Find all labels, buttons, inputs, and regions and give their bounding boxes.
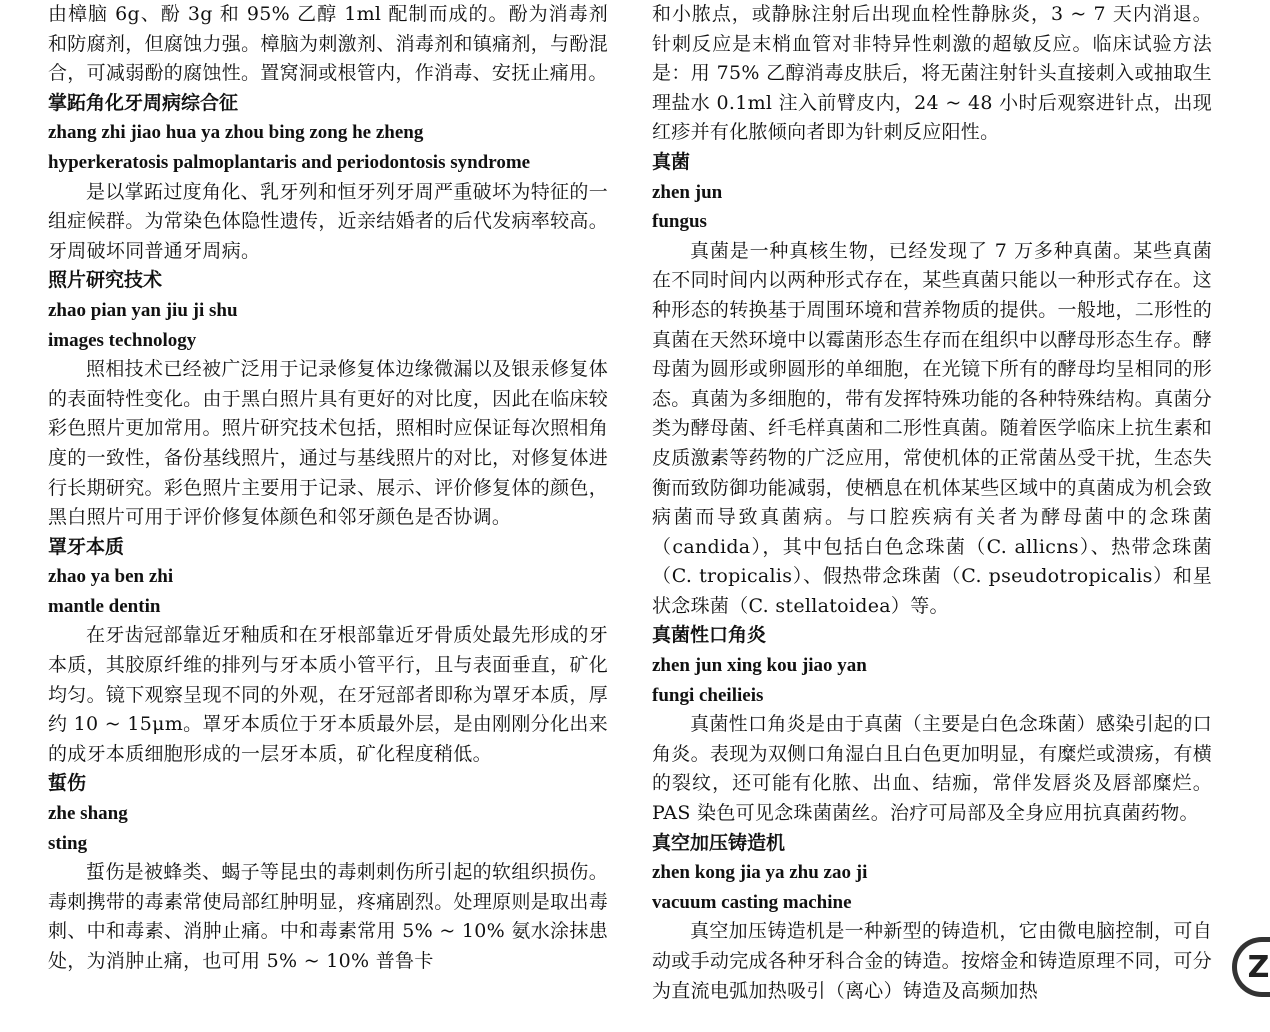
entry-heading: 真菌性口角炎 bbox=[652, 624, 767, 647]
entry-sting bbox=[48, 769, 608, 976]
entry-english: fungi cheilieis bbox=[652, 684, 764, 706]
entry-pinyin: zhang zhi jiao hua ya zhou bing zong he zheng bbox=[48, 122, 424, 144]
entry-pinyin: zhen kong jia ya zhu zao ji bbox=[652, 862, 868, 884]
entry-mantle-dentin bbox=[48, 533, 608, 770]
entry-pinyin: zhen jun xing kou jiao yan bbox=[652, 655, 867, 677]
entry-body: 真菌性口角炎是由于真菌（主要是白色念珠菌）感染引起的口角炎。表现为双侧口角湿白且白色更加明显，有糜烂或溃疡，有横的裂纹，还可能有化脓、出血、结痂，常伴发唇炎及唇部糜烂。PAS 染色可见念珠菌菌丝。治疗可局部及全身应用抗真菌药物。 bbox=[652, 713, 1212, 825]
right-column bbox=[652, 0, 1212, 1006]
entry-english: hyperkeratosis palmoplantaris and periodontosis syndrome bbox=[48, 151, 531, 173]
entry-heading: 蜇伤 bbox=[48, 772, 87, 795]
entry-body: 照相技术已经被广泛用于记录修复体边缘微漏以及银汞修复体的表面特性变化。由于黑白照片具有更好的对比度，因此在临床较彩色照片更加常用。照片研究技术包括，照相时应保证每次照相角度的一致性，备份基线照片，通过与基线照片的对比，对修复体进行长期研究。彩色照片主要用于记录、展示、评价修复体的颜色，黑白照片可用于评价修复体颜色和邻牙颜色是否协调。 bbox=[48, 358, 608, 529]
entry-fungus bbox=[652, 148, 1212, 622]
entry-pinyin: zhao pian yan jiu ji shu bbox=[48, 299, 238, 321]
continued-paragraph: 由樟脑 6g、酚 3g 和 95% 乙醇 1ml 配制而成的。酚为消毒剂和防腐剂，但腐蚀力强。樟脑为刺激剂、消毒剂和镇痛剂，与酚混合，可减弱酚的腐蚀性。置窝洞或根管内，作消毒、安抚止痛用。 bbox=[48, 3, 608, 85]
section-letter-tab: Z bbox=[1232, 937, 1270, 997]
entry-english: fungus bbox=[652, 211, 707, 233]
entry-body: 是以掌跖过度角化、乳牙列和恒牙列牙周严重破坏为特征的一组症候群。为常染色体隐性遗传，近亲结婚者的后代发病率较高。牙周破坏同普通牙周病。 bbox=[48, 180, 608, 262]
entry-pinyin: zhe shang bbox=[48, 803, 128, 825]
continued-paragraph: 和小脓点，或静脉注射后出现血栓性静脉炎，3 ~ 7 天内消退。针刺反应是末梢血管对非特异性刺激的超敏反应。临床试验方法是：用 75% 乙醇消毒皮肤后，将无菌注射针头直接刺入或抽取生理盐水 0.1ml 注入前臂皮内，24 ~ 48 小时后观察进针点，出现红疹并有化脓倾向者即为针刺反应阳性。 bbox=[652, 3, 1212, 144]
entry-english: images technology bbox=[48, 329, 197, 351]
entry-english: sting bbox=[48, 832, 88, 854]
entry-pinyin: zhao ya ben zhi bbox=[48, 566, 174, 588]
entry-pinyin: zhen jun bbox=[652, 181, 723, 203]
entry-vacuum-casting bbox=[652, 829, 1212, 1007]
entry-english: mantle dentin bbox=[48, 595, 161, 617]
entry-images-technology bbox=[48, 266, 608, 532]
entry-palmoplantar bbox=[48, 89, 608, 267]
entry-body: 蜇伤是被蜂类、蝎子等昆虫的毒刺刺伤所引起的软组织损伤。毒刺携带的毒素常使局部红肿明显，疼痛剧烈。处理原则是取出毒刺、中和毒素、消肿止痛。中和毒素常用 5% ~ 10% 氨水涂抹患处，为消肿止痛，也可用 5% ~ 10% 普鲁卡 bbox=[48, 861, 608, 972]
entry-body: 真空加压铸造机是一种新型的铸造机，它由微电脑控制，可自动或手动完成各种牙科合金的铸造。按熔金和铸造原理不同，可分为直流电弧加热吸引（离心）铸造及高频加热 bbox=[652, 920, 1212, 1002]
entry-body: 在牙齿冠部靠近牙釉质和在牙根部靠近牙骨质处最先形成的牙本质，其胶原纤维的排列与牙本质小管平行，且与表面垂直，矿化均匀。镜下观察呈现不同的外观，在牙冠部者即称为罩牙本质，厚约 10 ~ 15μm。罩牙本质位于牙本质最外层，是由刚刚分化出来的成牙本质细胞形成的一层牙本质，矿化程度稍低。 bbox=[48, 624, 608, 765]
entry-body: 真菌是一种真核生物，已经发现了 7 万多种真菌。某些真菌在不同时间内以两种形式存在，某些真菌只能以一种形式存在。这种形态的转换基于周围环境和营养物质的提供。一般地，二形性的真菌在天然环境中以霉菌形态生存而在组织中以酵母形态生存。酵母菌为圆形或卵圆形的单细胞，在光镜下所有的酵母均呈相同的形态。真菌为多细胞的，带有发挥特殊功能的各种特殊结构。真菌分类为酵母菌、纤毛样真菌和二形性真菌。随着医学临床上抗生素和皮质激素等药物的广泛应用，常使机体的正常菌丛受干扰，生态失衡而致防御功能减弱，使栖息在机体某些区域中的真菌成为机会致病菌而导致真菌病。与口腔疾病有关者为酵母菌中的念珠菌（candida），其中包括白色念珠菌（C. allicns）、热带念珠菌（C. tropicalis）、假热带念珠菌（C. pseudotropicalis）和星状念珠菌（C. stellatoidea）等。 bbox=[652, 239, 1212, 617]
entry-heading: 真空加压铸造机 bbox=[652, 831, 786, 854]
entry-heading: 照片研究技术 bbox=[48, 269, 163, 292]
entry-heading: 掌跖角化牙周病综合征 bbox=[48, 91, 239, 114]
entry-heading: 真菌 bbox=[652, 150, 691, 173]
entry-fungi-cheilitis bbox=[652, 621, 1212, 828]
entry-english: vacuum casting machine bbox=[652, 891, 852, 913]
left-column bbox=[48, 0, 608, 977]
entry-heading: 罩牙本质 bbox=[48, 535, 125, 558]
